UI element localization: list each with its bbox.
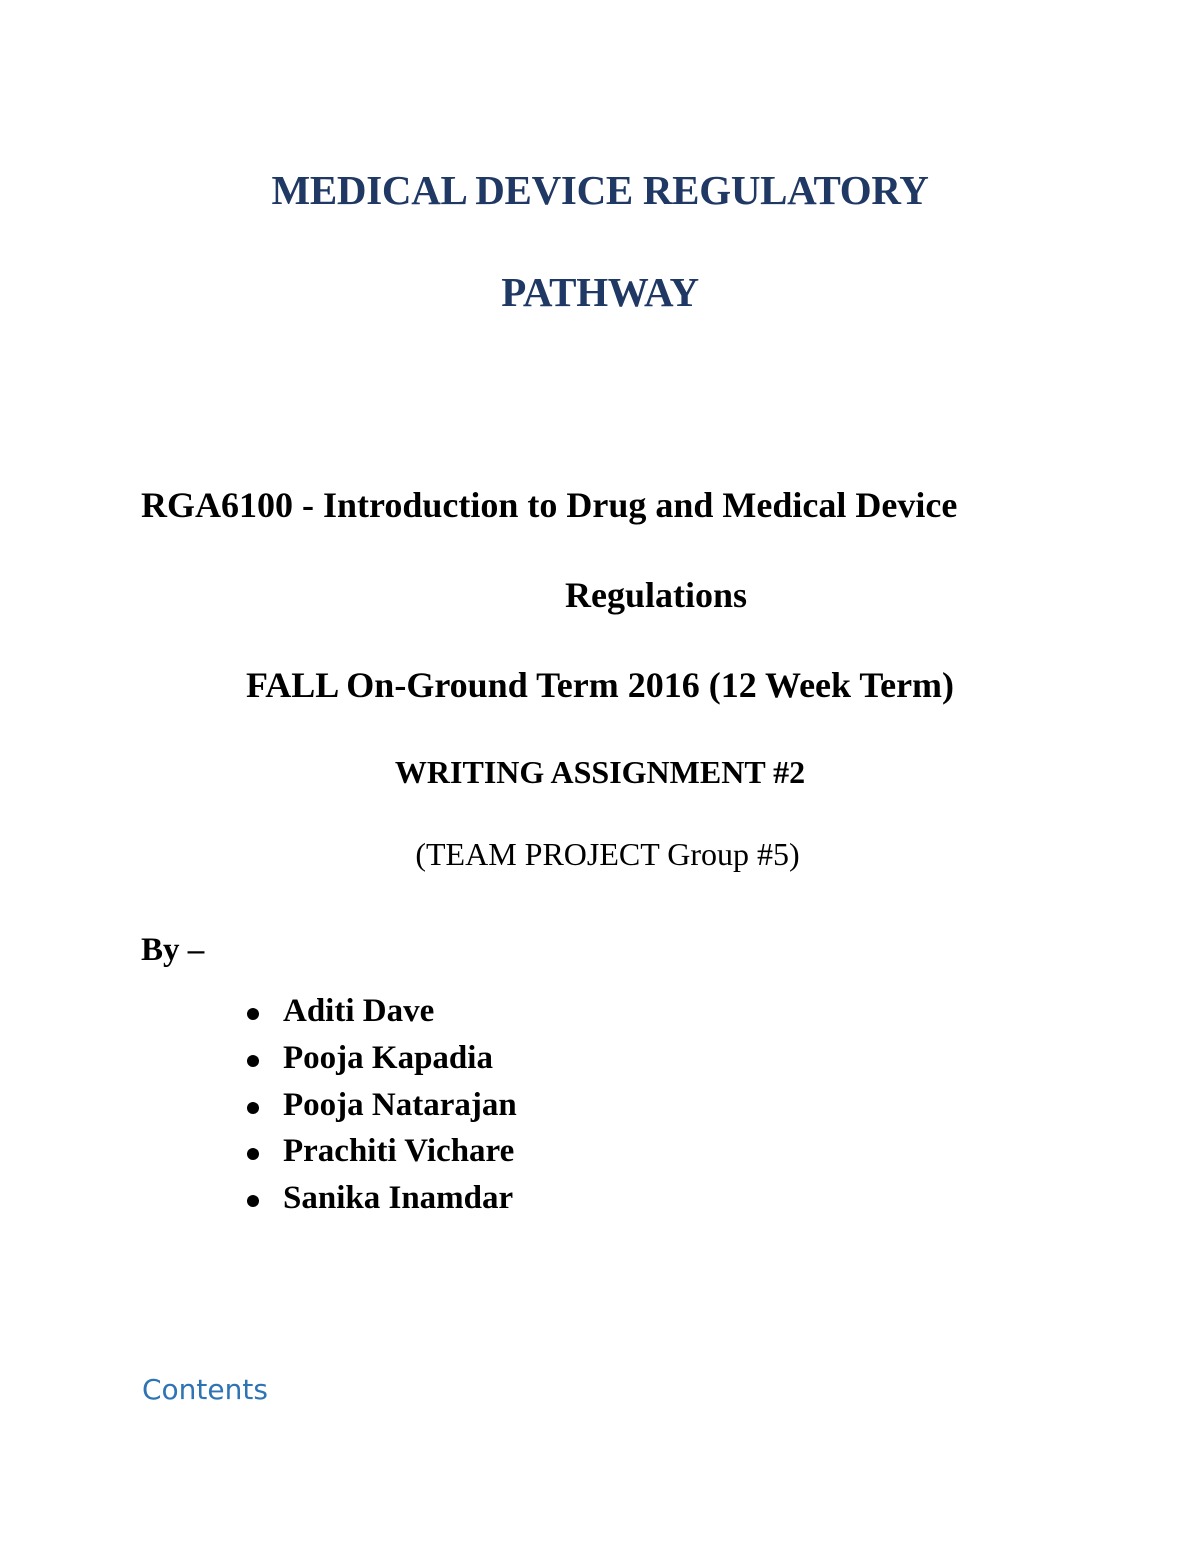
bullet-icon — [247, 1195, 259, 1207]
by-label: By – — [141, 932, 205, 968]
team-project-line: (TEAM PROJECT Group #5) — [415, 836, 800, 872]
bullet-icon — [247, 1102, 259, 1114]
course-title-line-2: Regulations — [565, 575, 748, 615]
term-line: FALL On-Ground Term 2016 (12 Week Term) — [245, 665, 955, 705]
bullet-icon — [247, 1148, 259, 1160]
course-title-line-1: RGA6100 - Introduction to Drug and Medical Device — [141, 485, 958, 525]
contents-heading: Contents — [142, 1373, 268, 1406]
author-name: Pooja Kapadia — [283, 1040, 493, 1076]
document-title-line-2: PATHWAY — [501, 269, 699, 315]
author-name: Pooja Natarajan — [283, 1087, 517, 1123]
bullet-icon — [247, 1008, 259, 1020]
author-name: Prachiti Vichare — [283, 1133, 515, 1169]
assignment-heading: WRITING ASSIGNMENT #2 — [394, 754, 806, 790]
bullet-icon — [247, 1055, 259, 1067]
author-name: Sanika Inamdar — [283, 1180, 514, 1216]
document-title-line-1: MEDICAL DEVICE REGULATORY — [271, 167, 929, 213]
author-name: Aditi Dave — [283, 993, 435, 1029]
